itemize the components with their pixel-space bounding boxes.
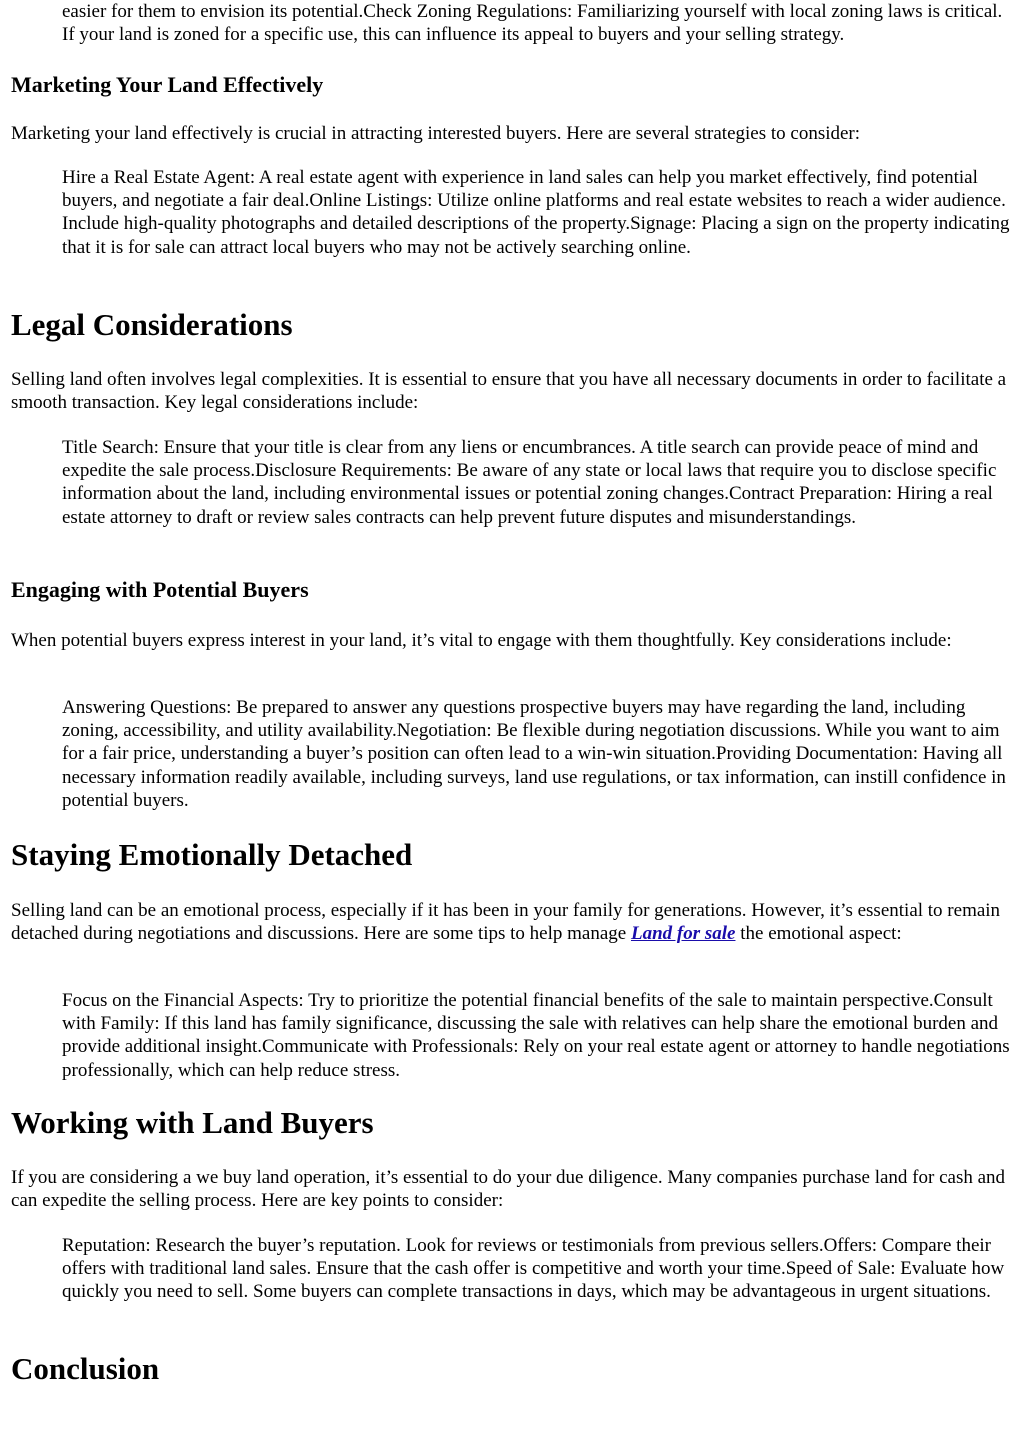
land-for-sale-link[interactable]: Land for sale bbox=[630, 923, 736, 945]
marketing-intro: Marketing your land effectively is crucial in attracting interested buyers. Here are several strategies to consider: bbox=[11, 123, 861, 144]
zoning-blockquote: easier for them to envision its potential.Check Zoning Regulations: Familiarizing yourself with local zoning laws is critical. If your land is zoned for a specific use, this can influence its appeal to buyers and your selling strategy. bbox=[62, 1, 1003, 46]
heading-engaging: Engaging with Potential Buyers bbox=[11, 577, 309, 602]
heading-emotional: Staying Emotionally Detached bbox=[11, 837, 413, 872]
engaging-blockquote: Answering Questions: Be prepared to answer any questions prospective buyers may have regarding the land, including zoning, accessibility, and utility availability.Negotiation: Be flexible during negotiation discussions. While you want to aim for a fair price, understanding a buyer’s position can often lead to a win-win situation.Providing Documentation: Having all necessary information readily available, including surveys, land use regulations, or tax information, can instill confidence in potential buyers. bbox=[62, 697, 1006, 811]
buyers-blockquote: Reputation: Research the buyer’s reputation. Look for reviews or testimonials from previous sellers.Offers: Compare their offers with traditional land sales. Ensure that the cash offer is competitive and worth your time.Speed of Sale: Evaluate how quickly you need to sell. Some buyers can complete transactions in days, which may be advantageous in urgent situations. bbox=[62, 1235, 1005, 1303]
emotional-intro-after: the emotional aspect: bbox=[735, 923, 902, 945]
legal-blockquote: Title Search: Ensure that your title is clear from any liens or encumbrances. A title search can provide peace of mind and expedite the sale process.Disclosure Requirements: Be aware of any state or local laws that require you to disclose specific information about the land, including environmental issues or potential zoning changes.Contract Preparation: Hiring a real estate attorney to draft or review sales contracts can help prevent future disputes and misunderstandings. bbox=[62, 437, 997, 528]
buyers-intro: If you are considering a we buy land operation, it’s essential to do your due diligence. Many companies purchase land for cash and can expedite the selling process. Here are key points to consider: bbox=[11, 1167, 1006, 1212]
marketing-blockquote: Hire a Real Estate Agent: A real estate agent with experience in land sales can help you market effectively, find potential buyers, and negotiate a fair deal.Online Listings: Utilize online platforms and real estate websites to reach a wider audience. Include high-quality photographs and detailed descriptions of the property.Signage: Placing a sign on the property indicating that it is for sale can attract local buyers who may not be actively searching online. bbox=[62, 167, 1010, 258]
heading-legal: Legal Considerations bbox=[11, 307, 293, 342]
emotional-intro-before: Selling land can be an emotional process, especially if it has been in your family for generations. However, it’s essential to remain detached during negotiations and discussions. Here are some tips to help manage bbox=[11, 900, 1001, 945]
heading-conclusion: Conclusion bbox=[11, 1351, 160, 1386]
engaging-intro: When potential buyers express interest in your land, it’s vital to engage with them thoughtfully. Key considerations include: bbox=[11, 630, 952, 651]
heading-land-buyers: Working with Land Buyers bbox=[11, 1105, 374, 1140]
emotional-intro bbox=[11, 899, 1015, 945]
heading-marketing: Marketing Your Land Effectively bbox=[11, 72, 324, 97]
emotional-blockquote: Focus on the Financial Aspects: Try to prioritize the potential financial benefits of the sale to maintain perspective.Consult with Family: If this land has family significance, discussing the sale with relatives can help share the emotional burden and provide additional insight.Communicate with Professionals: Rely on your real estate agent or attorney to handle negotiations professionally, which can help reduce stress. bbox=[62, 990, 1010, 1081]
legal-intro: Selling land often involves legal complexities. It is essential to ensure that you have all necessary documents in order to facilitate a smooth transaction. Key legal considerations include: bbox=[11, 369, 1007, 414]
